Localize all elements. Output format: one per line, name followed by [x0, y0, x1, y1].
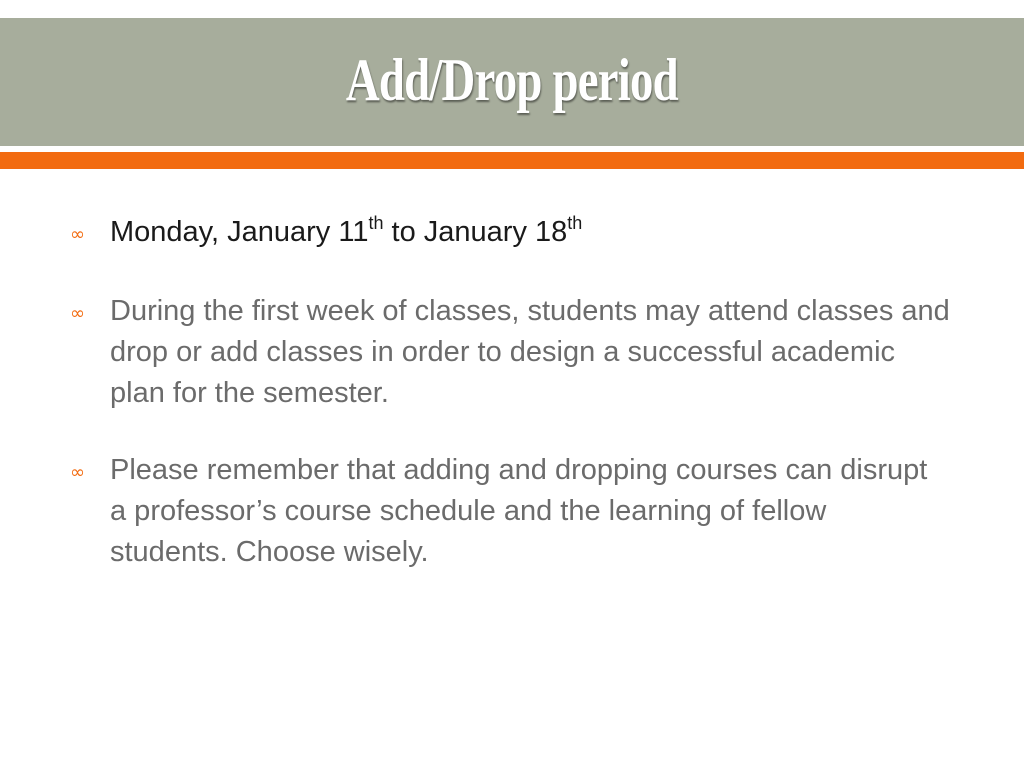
bullet-item-reminder	[70, 450, 950, 573]
bullet-list	[70, 212, 950, 609]
bullet-first-week-text: During the first week of classes, students may attend classes and drop or add classes in order to design a successful academic plan for the semester.	[110, 295, 950, 409]
bullet-item-dates	[70, 212, 950, 255]
bullet-dates-start-suffix: th	[368, 213, 384, 233]
bullet-dates-start: Monday, January 11	[110, 216, 369, 248]
swirl-bullet-icon: ∞	[70, 462, 85, 483]
bullet-dates-text	[110, 212, 582, 253]
bullet-dates-end-suffix: th	[567, 213, 583, 233]
bullet-item-first-week	[70, 291, 950, 414]
swirl-bullet-icon: ∞	[70, 303, 85, 324]
swirl-bullet-icon: ∞	[70, 224, 85, 245]
bullet-dates-end: to January 18	[383, 216, 568, 248]
accent-bar	[0, 152, 1024, 169]
bullet-reminder-text: Please remember that adding and dropping courses can disrupt a professor’s course schedule and the learning of fellow students. Choose wisely.	[110, 454, 928, 568]
title-band	[0, 18, 1024, 146]
slide-title: Add/Drop period	[345, 46, 679, 113]
